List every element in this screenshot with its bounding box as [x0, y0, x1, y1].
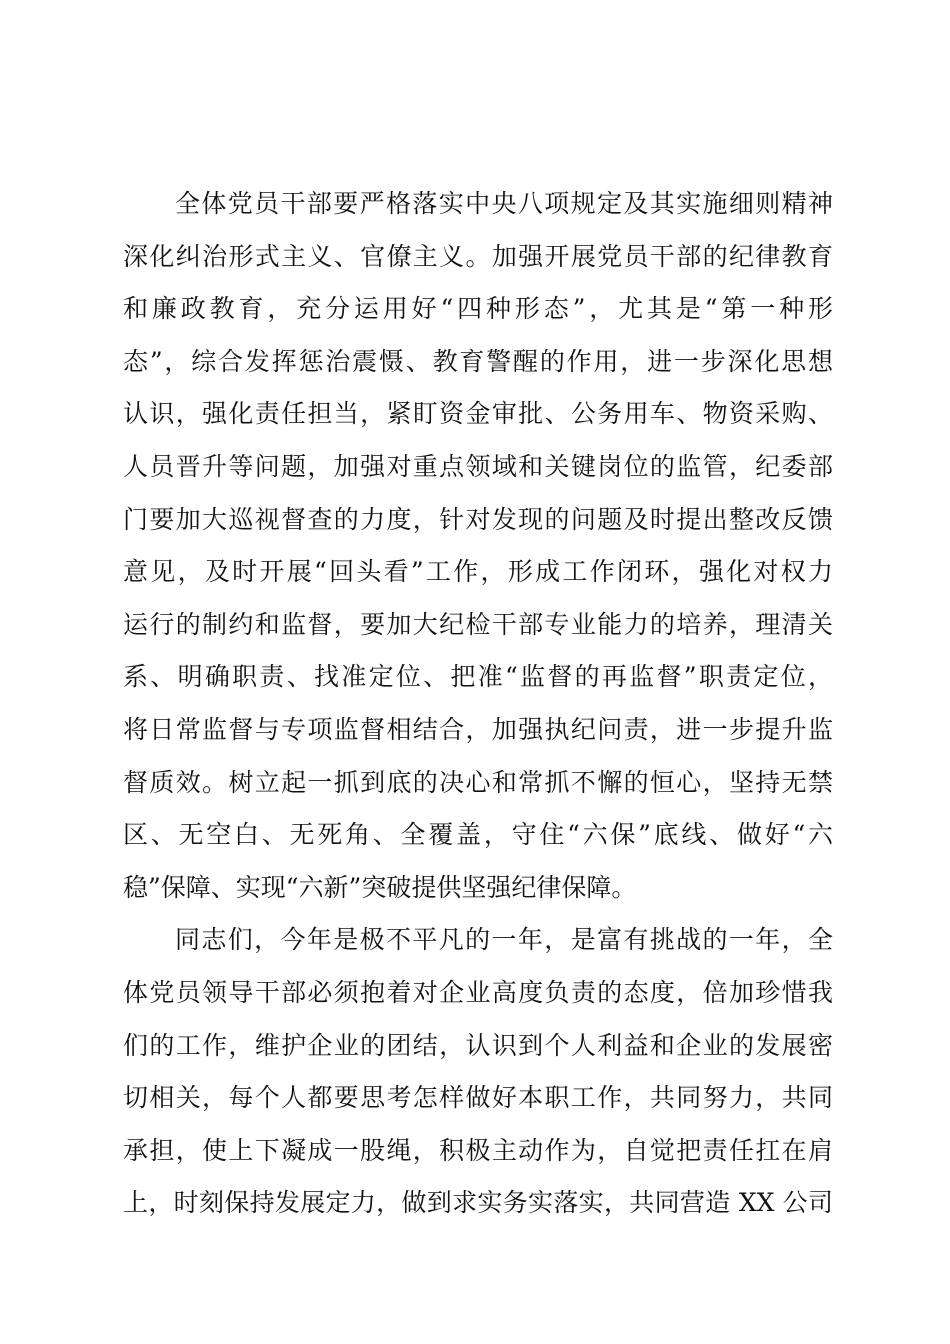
paragraph-closing	[123, 920, 833, 1236]
document-body	[123, 184, 833, 1236]
text-line: 和廉政教育，充分运用好“四种形态”，尤其是“第一种形	[123, 294, 833, 324]
text-line: 稳”保障、实现“六新”突破提供坚强纪律保障。	[123, 872, 637, 902]
text-line: 认识，强化责任担当，紧盯资金审批、公务用车、物资采购、	[123, 399, 833, 429]
text-line: 深化纠治形式主义、官僚主义。加强开展党员干部的纪律教育	[123, 241, 833, 271]
text-line: 督质效。树立起一抓到底的决心和常抓不懈的恒心，坚持无禁	[123, 767, 833, 797]
text-line: 上，时刻保持发展定力，做到求实务实落实，共同营造 XX 公司	[123, 1188, 833, 1218]
text-line: 门要加大巡视督查的力度，针对发现的问题及时提出整改反馈	[123, 504, 833, 534]
text-line: 人员晋升等问题，加强对重点领域和关键岗位的监管，纪委部	[123, 451, 833, 481]
text-line: 系、明确职责、找准定位、把准“监督的再监督”职责定位，	[123, 662, 833, 692]
text-line: 将日常监督与专项监督相结合，加强执纪问责，进一步提升监	[123, 714, 833, 744]
text-line: 切相关，每个人都要思考怎样做好本职工作，共同努力，共同	[123, 1083, 833, 1113]
text-line: 全体党员干部要严格落实中央八项规定及其实施细则精神	[175, 189, 833, 218]
text-line: 意见，及时开展“回头看”工作，形成工作闭环，强化对权力	[123, 557, 833, 587]
text-line: 区、无空白、无死角、全覆盖，守住“六保”底线、做好“六	[123, 820, 833, 850]
text-line: 们的工作，维护企业的团结，认识到个人利益和企业的发展密	[123, 1030, 833, 1060]
text-line: 态”，综合发挥惩治震慑、教育警醒的作用，进一步深化思想	[123, 346, 833, 376]
text-line: 同志们，今年是极不平凡的一年，是富有挑战的一年，全	[175, 925, 833, 955]
text-line: 运行的制约和监督，要加大纪检干部专业能力的培养，理清关	[123, 609, 833, 639]
text-line: 体党员领导干部必须抱着对企业高度负责的态度，倍加珍惜我	[123, 977, 833, 1007]
paragraph-discipline	[123, 184, 833, 920]
text-line: 承担，使上下凝成一股绳，积极主动作为，自觉把责任扛在肩	[123, 1135, 833, 1165]
